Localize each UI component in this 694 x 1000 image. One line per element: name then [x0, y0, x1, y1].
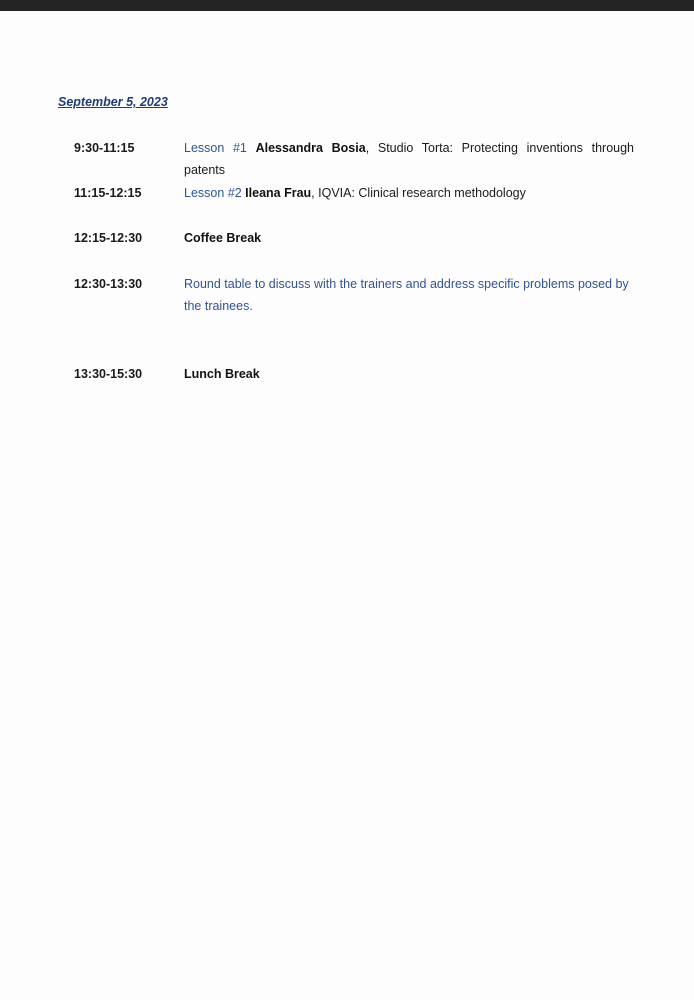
session-detail: , IQVIA: Clinical research methodology: [311, 186, 526, 200]
time-slot: 13:30-15:30: [74, 367, 143, 381]
break-title: Coffee Break: [184, 231, 262, 245]
speaker-name: Ileana Frau: [245, 186, 312, 200]
session-description: [184, 137, 634, 181]
time-slot: 12:15-12:30: [74, 231, 143, 245]
time-slot: 9:30-11:15: [74, 141, 135, 155]
time-slot: 11:15-12:15: [74, 186, 142, 200]
date-heading: September 5, 2023: [58, 95, 168, 109]
speaker-name: Alessandra Bosia: [255, 141, 366, 155]
lesson-label: Lesson #1: [184, 141, 247, 155]
session-description: [184, 273, 634, 317]
time-slot: 12:30-13:30: [74, 277, 143, 291]
session-description: [184, 363, 634, 385]
session-detail: , Studio Torta: Protecting inventions through patents: [184, 141, 634, 177]
break-title: Lunch Break: [184, 367, 260, 381]
top-bar: [0, 0, 694, 11]
session-description: [184, 182, 634, 204]
lesson-label: Lesson #2: [184, 186, 242, 200]
round-table-text: Round table to discuss with the trainers and address specific problems posed by the trainees.: [184, 277, 629, 313]
session-description: [184, 227, 634, 249]
document-page: [0, 11, 694, 1000]
